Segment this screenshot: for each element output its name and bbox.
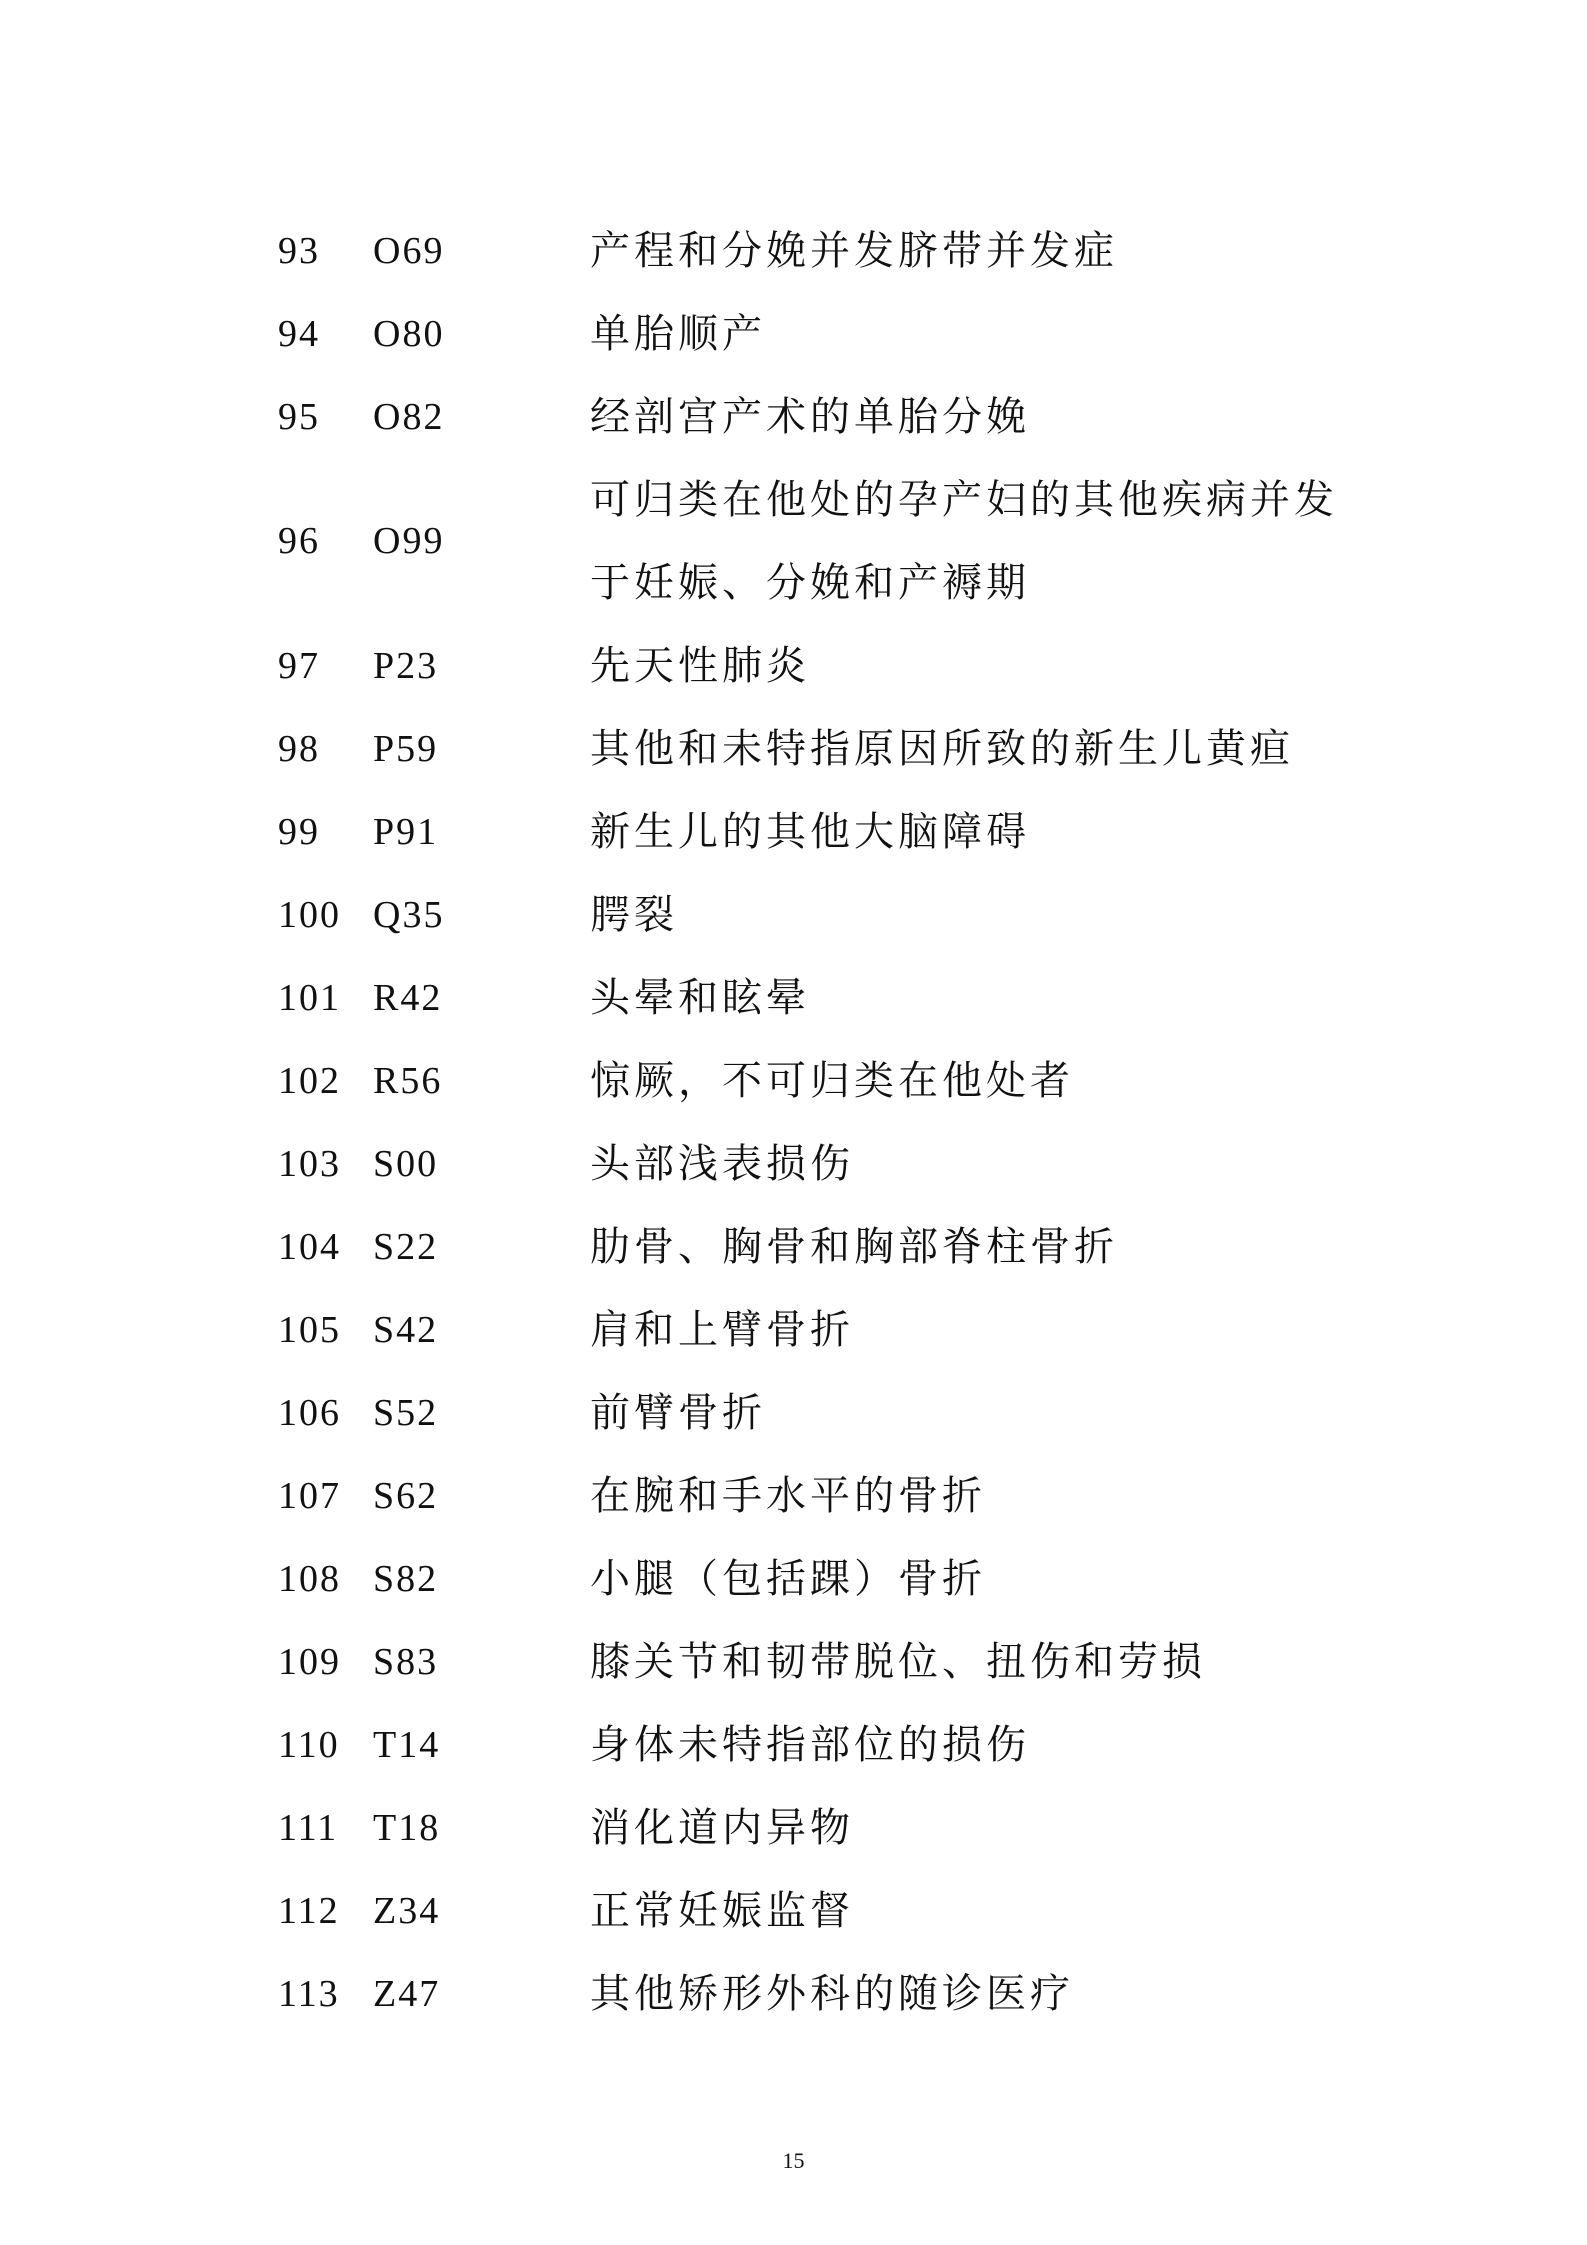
- list-item: [278, 1787, 1378, 1870]
- icd-code: Z47: [373, 1973, 441, 2015]
- icd-code: S22: [373, 1226, 439, 1268]
- icd-code: P91: [373, 811, 439, 853]
- row-number: 99: [278, 811, 320, 853]
- row-number: 110: [278, 1724, 340, 1766]
- disease-name: 惊厥，不可归类在他处者: [590, 1058, 1074, 1104]
- icd-code: O82: [373, 396, 445, 438]
- row-number: 108: [278, 1558, 341, 1600]
- list-item: [278, 791, 1378, 874]
- icd-code: O99: [373, 520, 445, 562]
- icd-code: S42: [373, 1309, 439, 1351]
- disease-name: 身体未特指部位的损伤: [590, 1722, 1030, 1768]
- icd-code: Z34: [373, 1890, 441, 1932]
- list-item: [278, 459, 1378, 625]
- row-number: 98: [278, 728, 320, 770]
- row-number: 105: [278, 1309, 341, 1351]
- list-item: [278, 1123, 1378, 1206]
- disease-name: 经剖宫产术的单胎分娩: [590, 394, 1030, 440]
- page-number: 15: [782, 2148, 805, 2173]
- disease-name: 小腿（包括踝）骨折: [590, 1556, 986, 1602]
- row-number: 93: [278, 230, 320, 272]
- disease-name: 其他和未特指原因所致的新生儿黄疸: [590, 726, 1294, 772]
- row-number: 106: [278, 1392, 341, 1434]
- disease-name: 其他矫形外科的随诊医疗: [590, 1971, 1074, 2017]
- list-item: [278, 376, 1378, 459]
- list-item: [278, 625, 1378, 708]
- row-number: 109: [278, 1641, 341, 1683]
- list-item: [278, 1870, 1378, 1953]
- disease-name: 膝关节和韧带脱位、扭伤和劳损: [590, 1639, 1206, 1685]
- list-item: [278, 1372, 1378, 1455]
- icd-code: P59: [373, 728, 439, 770]
- disease-name: 新生儿的其他大脑障碍: [590, 809, 1030, 855]
- row-number: 107: [278, 1475, 341, 1517]
- row-number: 96: [278, 520, 320, 562]
- list-item: [278, 1538, 1378, 1621]
- row-number: 95: [278, 396, 320, 438]
- list-item: [278, 874, 1378, 957]
- list-item: [278, 210, 1378, 293]
- icd-code: S82: [373, 1558, 439, 1600]
- row-number: 112: [278, 1890, 340, 1932]
- disease-name: 消化道内异物: [590, 1805, 854, 1851]
- icd-code: S62: [373, 1475, 439, 1517]
- disease-name: 单胎顺产: [590, 311, 766, 357]
- row-number: 94: [278, 313, 320, 355]
- list-item: [278, 1040, 1378, 1123]
- row-number: 100: [278, 894, 341, 936]
- disease-name: 可归类在他处的孕产妇的其他疾病并发于妊娠、分娩和产褥期: [590, 477, 1338, 606]
- disease-name: 在腕和手水平的骨折: [590, 1473, 986, 1519]
- icd-code: Q35: [373, 894, 445, 936]
- list-item: [278, 1289, 1378, 1372]
- list-item: [278, 1206, 1378, 1289]
- disease-name: 肋骨、胸骨和胸部脊柱骨折: [590, 1224, 1118, 1270]
- disease-name: 先天性肺炎: [590, 643, 810, 689]
- row-number: 111: [278, 1807, 339, 1849]
- disease-name: 前臂骨折: [590, 1390, 766, 1436]
- list-item: [278, 1455, 1378, 1538]
- disease-name: 头晕和眩晕: [590, 975, 810, 1021]
- list-item: [278, 1953, 1378, 2036]
- disease-name: 头部浅表损伤: [590, 1141, 854, 1187]
- disease-code-list: [278, 210, 1378, 2036]
- row-number: 101: [278, 977, 341, 1019]
- icd-code: O69: [373, 230, 445, 272]
- disease-name: 正常妊娠监督: [590, 1888, 854, 1934]
- icd-code: S83: [373, 1641, 439, 1683]
- row-number: 104: [278, 1226, 341, 1268]
- list-item: [278, 293, 1378, 376]
- icd-code: P23: [373, 645, 439, 687]
- list-item: [278, 1704, 1378, 1787]
- row-number: 97: [278, 645, 320, 687]
- row-number: 113: [278, 1973, 340, 2015]
- list-item: [278, 708, 1378, 791]
- list-item: [278, 957, 1378, 1040]
- disease-name: 肩和上臂骨折: [590, 1307, 854, 1353]
- icd-code: S52: [373, 1392, 439, 1434]
- icd-code: R56: [373, 1060, 443, 1102]
- icd-code: S00: [373, 1143, 439, 1185]
- row-number: 103: [278, 1143, 341, 1185]
- row-number: 102: [278, 1060, 341, 1102]
- disease-name: 产程和分娩并发脐带并发症: [590, 228, 1118, 274]
- icd-code: T18: [373, 1807, 441, 1849]
- icd-code: O80: [373, 313, 445, 355]
- icd-code: R42: [373, 977, 443, 1019]
- disease-name: 腭裂: [590, 892, 678, 938]
- list-item: [278, 1621, 1378, 1704]
- icd-code: T14: [373, 1724, 441, 1766]
